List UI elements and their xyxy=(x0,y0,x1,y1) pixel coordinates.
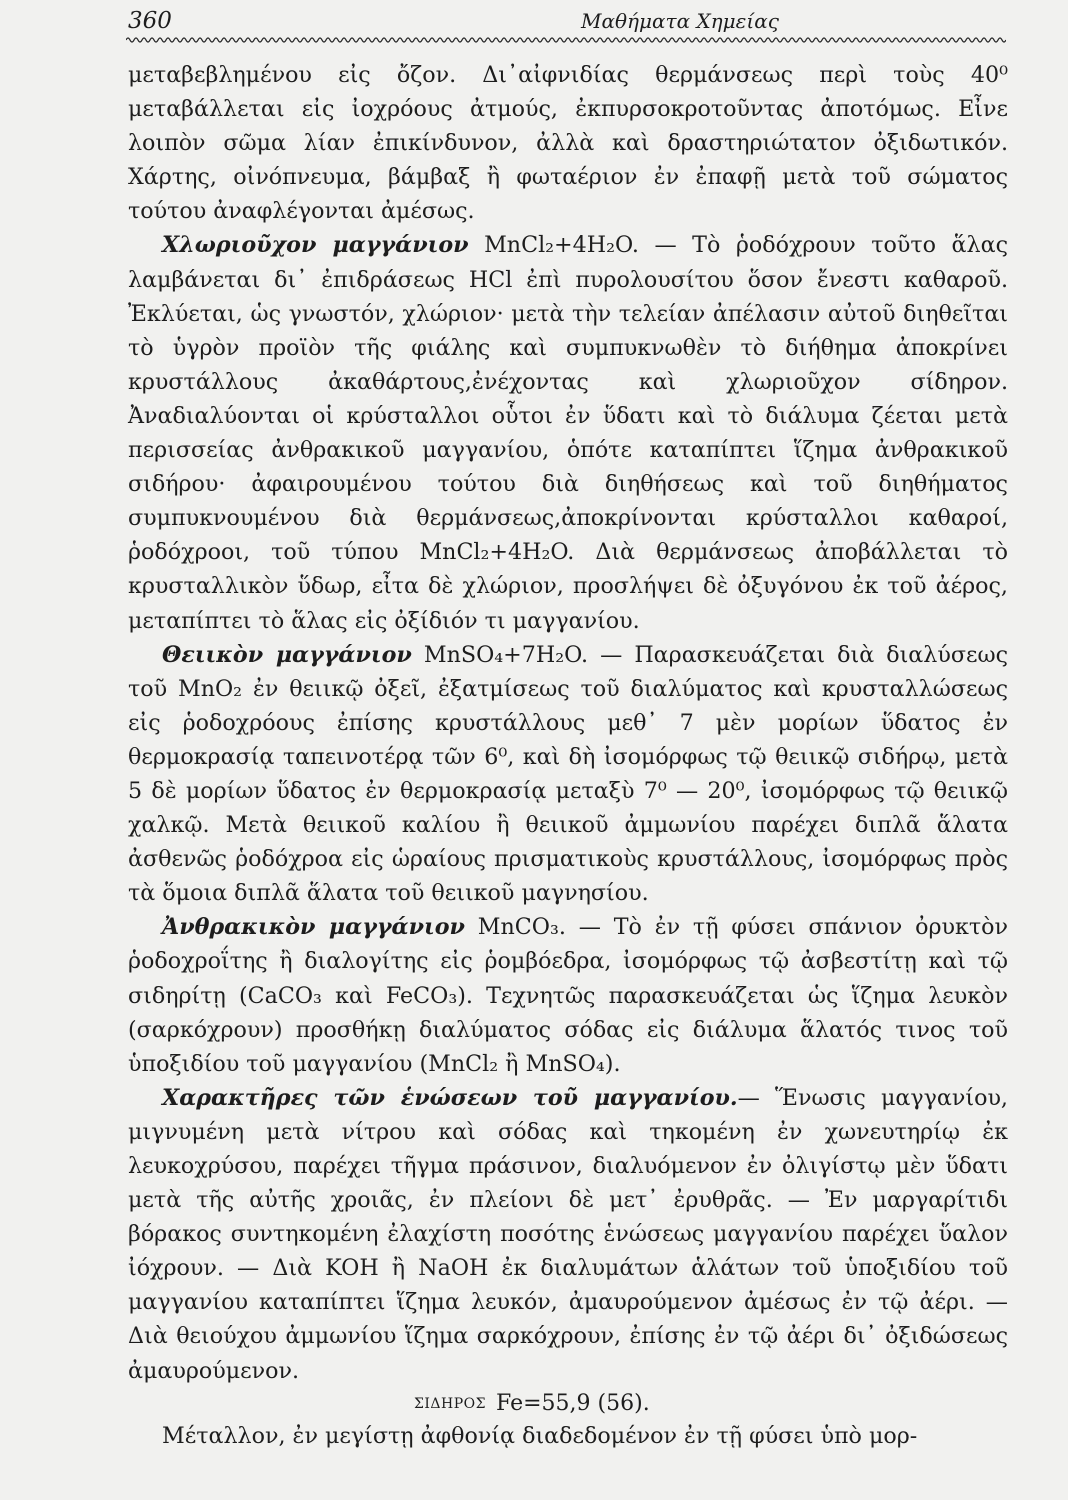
wavy-header-rule xyxy=(126,33,1006,47)
paragraph-manganese-carbonate: Ἀνθρακικὸν μαγγάνιον MnCO₃. — Τὸ ἐν τῇ φύσει σπάνιον ὀρυκτὸν ῥοδοχροΐτης ἢ διαλογίτης εἰς ῥομβόεδρα, ἰσομόρφως τῷ ἀσβεστίτῃ καὶ τῷ σιδηρίτῃ (CaCO₃ καὶ FeCO₃). Τεχνητῶς παρασκευάζεται ὡς ἵζημα λευκὸν (σαρκόχρουν) προσθήκῃ διαλύματος σόδας εἰς διάλυμα ἅλατός τινος τοῦ ὑποξιδίου τοῦ μαγγανίου (MnCl₂ ἢ MnSO₄). xyxy=(128,914,1008,1077)
page-number: 360 xyxy=(128,8,172,34)
paragraph-heading: Ἀνθρακικὸν μαγγάνιον xyxy=(162,914,465,941)
paragraph-manganese-sulfate: Θειικὸν μαγγάνιον MnSO₄+7H₂O. — Παρασκευάζεται διὰ διαλύσεως τοῦ MnO₂ ἐν θειικῷ ὀξεῖ, ἐξατμίσεως τοῦ διαλύματος καὶ κρυσταλλώσεως εἰς ῥοδοχρόους ἐπίσης κρυστάλλους μεθ᾽ 7 μὲν μορίων ὕδατος ἐν θερμοκρασίᾳ ταπεινοτέρᾳ τῶν 6⁰, καὶ δὴ ἰσομόρφως τῷ θειικῷ σιδήρῳ, μετὰ 5 δὲ μορίων ὕδατος ἐν θερμοκρασίᾳ μεταξὺ 7⁰ — 20⁰, ἰσομόρφως τῷ θειικῷ χαλκῷ. Μετὰ θειικοῦ καλίου ἢ θειικοῦ ἀμμωνίου παρέχει διπλᾶ ἅλατα ἀσθενῶς ῥοδόχροα εἰς ὡραίους πρισματικοὺς κρυστάλλους, ἰσομόρφως πρὸς τὰ ὅμοια διπλᾶ ἅλατα τοῦ θειικοῦ μαγνησίου. xyxy=(128,641,1008,907)
paragraph-heading: Χλωριοῦχον μαγγάνιον xyxy=(162,232,469,259)
section-heading-iron xyxy=(128,1388,1008,1419)
paragraph-iron-start: Μέταλλον, ἐν μεγίστῃ ἀφθονίᾳ διαδεδομένον ἐν τῇ φύσει ὑπὸ μορ- xyxy=(162,1422,918,1449)
paragraph-manganese-chloride: Χλωριοῦχον μαγγάνιον MnCl₂+4H₂O. — Τὸ ῥοδόχρουν τοῦτο ἅλας λαμβάνεται δι᾽ ἐπιδράσεως HCl ἐπὶ πυρολουσίτου ὅσον ἔνεστι καθαροῦ. Ἐκλύεται, ὡς γνωστόν, χλώριον· μετὰ τὴν τελείαν ἀπέλασιν αὐτοῦ διηθεῖται τὸ ὑγρὸν προϊὸν τῆς φιάλης καὶ συμπυκνωθὲν τὸ διήθημα ἀποκρίνει κρυστάλλους ἀκαθάρτους,ἐνέχοντας καὶ χλωριοῦχον σίδηρον. Ἀναδιαλύονται οἱ κρύσταλλοι οὗτοι ἐν ὕδατι καὶ τὸ διάλυμα ζέεται μετὰ περισσείας ἀνθρακικοῦ μαγγανίου, ὁπότε καταπίπτει ἵζημα ἀνθρακικοῦ σιδήρου· ἀφαιρουμένου τούτου διὰ διηθήσεως καὶ τοῦ διηθήματος συμπυκνουμένου διὰ θερμάνσεως,ἀποκρίνονται κρύσταλλοι καθαροί, ῥοδόχροοι, τοῦ τύπου MnCl₂+4H₂O. Διὰ θερμάνσεως ἀποβάλλεται τὸ κρυσταλλικὸν ὕδωρ, εἶτα δὲ χλώριον, προσλήψει δὲ ὀξυγόνου ἐκ τοῦ ἀέρος, μεταπίπτει τὸ ἅλας εἰς ὀξίδιόν τι μαγγανίου. xyxy=(128,232,1008,634)
paragraph-manganese-characteristics: Χαρακτῆρες τῶν ἑνώσεων τοῦ μαγγανίου.— Ἕνωσις μαγγανίου, μιγνυμένη μετὰ νίτρου καὶ σόδας καὶ τηκομένη ἐν χωνευτηρίῳ ἐκ λευκοχρύσου, παρέχει τῆγμα πράσινον, διαλυόμενον ἐν ὀλιγίστῳ μὲν ὕδατι μετὰ τῆς αὐτῆς χροιᾶς, ἐν πλείονι δὲ μετ᾽ ἐρυθρᾶς. — Ἐν μαργαρίτιδι βόρακος συντηκομένη ἐλαχίστη ποσότης ἑνώσεως μαγγανίου παρέχει ὕαλον ἰόχρουν. — Διὰ KOH ἢ NaOH ἐκ διαλυμάτων ἁλάτων τοῦ ὑποξιδίου τοῦ μαγγανίου καταπίπτει ἵζημα λευκόν, ἀμαυρούμενον ἀμέσως ἐν τῷ ἀέρι. — Διὰ θειούχου ἀμμωνίου ἵζημα σαρκόχρουν, ἐπίσης ἐν τῷ ἀέρι δι᾽ ὀξιδώσεως ἀμαυρούμενον. xyxy=(128,1084,1008,1384)
paragraph-heading: Θειικὸν μαγγάνιον xyxy=(162,641,412,668)
section-label: ΣΙΔΗΡΟΣ xyxy=(414,1395,487,1412)
paragraph-heading: Χαρακτῆρες τῶν ἑνώσεων τοῦ μαγγανίου. xyxy=(162,1084,738,1111)
running-title: Μαθήματα Χημείας xyxy=(581,9,779,33)
section-formula: Fe=55,9 (56). xyxy=(496,1390,650,1416)
running-header xyxy=(128,6,1008,36)
page-body xyxy=(128,58,1008,1453)
paragraph-continuation: μεταβεβλημένου εἰς ὄζον. Δι᾽αἰφνιδίας θερμάνσεως περὶ τοὺς 40⁰ μεταβάλλεται εἰς ἰοχρόους ἀτμούς, ἐκπυρσοκροτοῦντας ἀποτόμως. Εἶνε λοιπὸν σῶμα λίαν ἐπικίνδυνον, ἀλλὰ καὶ δραστηριώτατον ὀξιδωτικόν. Χάρτης, οἰνόπνευμα, βάμβαξ ἢ φωταέριον ἐν ἐπαφῇ μετὰ τοῦ σώματος τούτου ἀναφλέγονται ἀμέσως. xyxy=(128,62,1008,225)
